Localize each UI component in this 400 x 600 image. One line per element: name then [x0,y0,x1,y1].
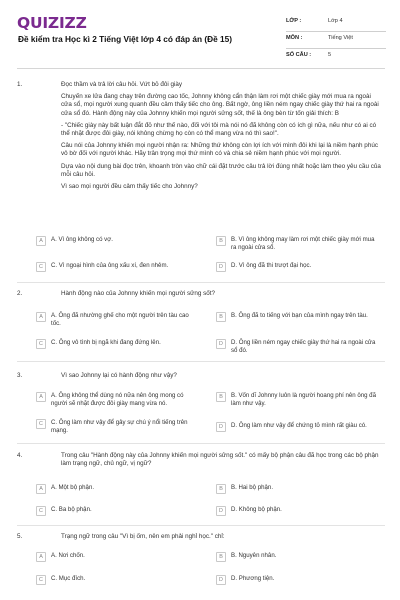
option-key-box[interactable]: C [36,262,46,272]
question-number: 4. [17,452,23,459]
page-title: Đề kiểm tra Học kì 2 Tiếng Việt lớp 4 có đáp án (Đề 15) [18,34,233,44]
option-key-box[interactable]: A [36,236,46,246]
option-key-box[interactable]: B [216,312,226,322]
option-key-box[interactable]: B [216,552,226,562]
option-key-box[interactable]: D [216,422,226,432]
option-key-box[interactable]: A [36,392,46,402]
meta-row-subject [286,32,386,49]
option-text: C. Ba bộ phận. [51,506,92,513]
question-paragraph: Vì sao mọi người đều cảm thấy tiếc cho Johnny? [61,183,198,191]
option-text: B. Hai bộ phận. [231,484,274,491]
option-text: A. Ông đã nhường ghế cho một người trên tàu cao tốc. [51,312,189,327]
option-key-box[interactable]: A [36,552,46,562]
question-divider [17,282,385,283]
meta-value: Tiếng Việt [328,35,353,41]
question-paragraph: Trong câu "Hành động này của Johnny khiến mọi người sửng sốt." có mấy bộ phận câu đã học trong các bộ phận làm trạng ngữ, chủ ngữ, vị ngữ? [61,452,379,468]
option-text: D. Vì ông đã thi trượt đại học. [231,262,312,269]
option-key-box[interactable]: C [36,419,46,429]
meta-value: Lớp 4 [328,18,343,24]
option-key-box[interactable]: B [216,484,226,494]
header-divider [17,68,385,69]
option-text: B. Vốn dĩ Johnny luôn là người hoang phí nên ông đã làm như vậy. [231,392,376,407]
question-5-text [61,533,383,545]
question-paragraph: - "Chiếc giày này bất luận đắt đỏ như thế nào, đối với tôi mà nói nó đã không còn có ích gì nữa, nếu như có ai có thể nhặt được đôi giày, nói không chừng họ còn có thể mang vừa nó thì sao!". [61,121,377,138]
option-key-box[interactable]: B [216,236,226,246]
question-4-text [61,452,383,472]
question-paragraph: Trạng ngữ trong câu "Vì bị ốm, nên em phải nghỉ học." chỉ: [61,533,225,540]
option-text: D. Ông liền ném ngay chiếc giày thứ hai ra ngoài cửa sổ đó. [231,339,376,354]
option-text: C. Ông vô tình bị ngã khi đang đứng lên. [51,339,161,346]
option-text: A. Nơi chốn. [51,552,85,559]
question-3-text [61,372,383,384]
question-number: 5. [17,533,23,540]
question-paragraph: Hành động nào của Johnny khiến mọi người sửng sốt? [61,290,215,297]
option-text: B. Vì ông không may làm rơi một chiếc giày mới mua ra ngoài cửa sổ. [231,236,375,251]
option-key-box[interactable]: D [216,575,226,585]
option-text: D. Không bộ phận. [231,506,282,513]
quizizz-logo: QUIZIZZ [17,14,87,32]
option-text: A. Một bộ phận. [51,484,95,491]
meta-table [286,15,386,66]
option-key-box[interactable]: D [216,506,226,516]
option-text: D. Ông làm như vậy để chứng tỏ mình rất giàu có. [231,422,367,429]
question-number: 1. [17,81,23,88]
question-paragraph: Vì sao Johnny lại có hành động như vậy? [61,372,177,379]
option-text: B. Nguyên nhân. [231,552,277,559]
meta-row-count [286,49,386,66]
option-text: A. Ông không thể dùng nó nữa nên ông mong có người sẽ nhặt được đôi giày mang vừa nó. [51,392,184,407]
option-text: C. Ông làm như vậy để gây sự chú ý nổi tiếng trên mạng. [51,419,188,434]
option-text: D. Phương tiện. [231,575,275,582]
option-key-box[interactable]: C [36,575,46,585]
question-divider [17,361,385,362]
option-key-box[interactable]: A [36,312,46,322]
meta-label: SỐ CÂU : [286,52,312,58]
question-paragraph: Đọc thầm và trả lời câu hỏi. Vứt bỏ đôi giày [61,81,183,88]
option-text: B. Ông đã to tiếng với bạn của mình ngay trên tàu. [231,312,368,319]
meta-label: LỚP : [286,18,302,24]
question-paragraph: Dựa vào nội dung bài đọc trên, khoanh tròn vào chữ cái đặt trước câu trả lời đúng nhất hoặc làm theo yêu cầu của mỗi câu hỏi. [61,162,381,178]
question-paragraph: Chuyến xe lửa đang chạy trên đường cao tốc, Johnny không cẩn thận làm rơi một chiếc giày mới mua ra ngoài cửa sổ, mọi người xung quanh đều cảm thấy tiếc cho ông. Bất ngờ, ông liền ném ngay chiếc giày thứ hai ra ngoài cửa sổ đó. Hành động này của Johnny khiến mọi người sửng sốt, thế là ông bèn từ tốn giải thích: B [61,93,379,117]
meta-row-grade [286,15,386,32]
question-number: 3. [17,372,23,379]
question-1-text [61,81,383,195]
question-number: 2. [17,290,23,297]
question-divider [17,525,385,526]
option-text: A. Vì ông không có vợ. [51,236,113,243]
option-key-box[interactable]: C [36,339,46,349]
question-divider [17,443,385,444]
meta-label: MÔN : [286,35,303,41]
option-key-box[interactable]: D [216,339,226,349]
option-text: C. Mục đích. [51,575,86,582]
option-key-box[interactable]: C [36,506,46,516]
meta-value: 5 [328,52,332,58]
option-key-box[interactable]: D [216,262,226,272]
option-key-box[interactable]: B [216,392,226,402]
question-2-text [61,290,383,302]
option-key-box[interactable]: A [36,484,46,494]
option-text: C. Vì ngoại hình của ông xấu xí, đen nhẻm. [51,262,169,269]
question-paragraph: Câu nói của Johnny khiến mọi người nhận ra: Những thứ không còn lợi ích với mình đôi khi lại là niềm hạnh phúc vô bờ đối với người khác. Hãy trân trọng mọi thứ mình có và chia sẻ niềm hạnh phúc với mọi người. [61,142,378,158]
